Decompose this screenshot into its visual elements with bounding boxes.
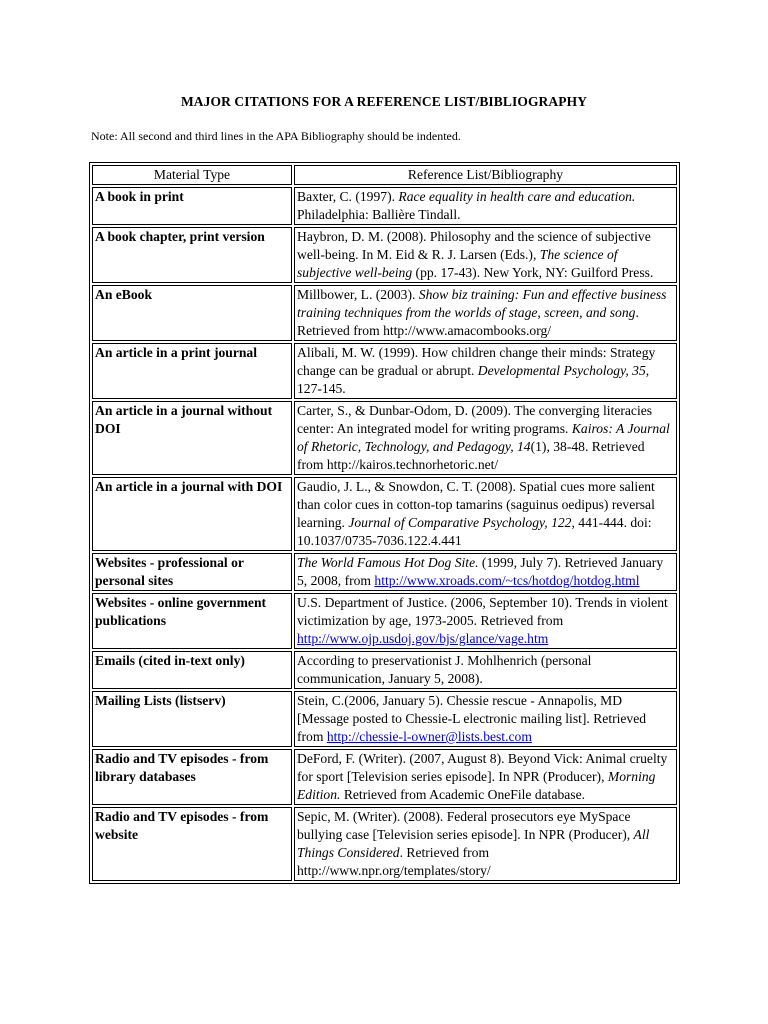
reference-text: (1), 38-48. Retrieved from http://kairos.technorhetoric.net/: [297, 439, 645, 472]
reference-italic-text: The science of subjective well-being: [297, 247, 618, 280]
header-material-type: Material Type: [92, 165, 292, 185]
reference-text: Gaudio, J. L., & Snowdon, C. T. (2008). Spatial cues more salient than color cues in cotton-top tamarins (saguinus oedipus) reversal learning.: [297, 479, 655, 530]
reference-text: , 127-145.: [297, 363, 650, 396]
table-row: [92, 227, 677, 283]
table-header-row: [92, 165, 677, 185]
table-row: [92, 285, 677, 341]
material-type-cell: An article in a journal without DOI: [92, 401, 292, 475]
reference-text: U.S. Department of Justice. (2006, September 10). Trends in violent victimization by age, 1973-2005. Retrieved from: [297, 595, 668, 628]
reference-italic-text: Kairos: A Journal of Rhetoric, Technology, and Pedagogy, 14: [297, 421, 670, 454]
reference-italic-text: Show biz training: Fun and effective business training techniques from the worlds of stage, screen, and song: [297, 287, 667, 320]
reference-text: Alibali, M. W. (1999). How children change their minds: Strategy change can be gradual or abrupt.: [297, 345, 656, 378]
reference-cell: [294, 807, 677, 881]
reference-cell: [294, 651, 677, 689]
material-type-cell: An eBook: [92, 285, 292, 341]
table-row: [92, 477, 677, 551]
table-row: [92, 651, 677, 689]
reference-text: Baxter, C. (1997).: [297, 189, 399, 204]
reference-text: , 441-444. doi: 10.1037/0735-7036.122.4.441: [297, 515, 652, 548]
table-row: [92, 401, 677, 475]
reference-cell: [294, 401, 677, 475]
header-reference-list: Reference List/Bibliography: [294, 165, 677, 185]
reference-text: Carter, S., & Dunbar-Odom, D. (2009). The converging literacies center: An integrated model for writing programs.: [297, 403, 653, 436]
reference-text: According to preservationist J. Mohlhenrich (personal communication, January 5, 2008).: [297, 653, 592, 686]
reference-italic-text: All Things Considered: [297, 827, 650, 860]
material-type-cell: An article in a journal with DOI: [92, 477, 292, 551]
reference-link[interactable]: http://chessie-l-owner@lists.best.com: [326, 729, 532, 744]
reference-text: Haybron, D. M. (2008). Philosophy and the science of subjective well-being. In M. Eid & R. J. Larsen (Eds.),: [297, 229, 651, 262]
material-type-cell: Mailing Lists (listserv): [92, 691, 292, 747]
reference-cell: [294, 749, 677, 805]
reference-text: Millbower, L. (2003).: [297, 287, 419, 302]
reference-text: (pp. 17-43). New York, NY: Guilford Press.: [412, 265, 654, 280]
page-title: MAJOR CITATIONS FOR A REFERENCE LIST/BIBLIOGRAPHY: [180, 94, 588, 109]
table-row: [92, 749, 677, 805]
reference-text: Sepic, M. (Writer). (2008). Federal prosecutors eye MySpace bullying case [Television series episode]. In NPR (Producer),: [297, 809, 634, 842]
material-type-cell: A book chapter, print version: [92, 227, 292, 283]
material-type-cell: Radio and TV episodes - from website: [92, 807, 292, 881]
table-row: [92, 187, 677, 225]
material-type-cell: Radio and TV episodes - from library databases: [92, 749, 292, 805]
material-type-cell: Emails (cited in-text only): [92, 651, 292, 689]
reference-italic-text: Developmental Psychology, 35: [477, 363, 646, 378]
reference-text: DeFord, F. (Writer). (2007, August 8). Beyond Vick: Animal cruelty for sport [Television series episode]. In NPR (Producer),: [297, 751, 668, 784]
reference-text: Stein, C.(2006, January 5). Chessie rescue - Annapolis, MD [Message posted to Chessie-L electronic mailing list]. Retrieved from: [297, 693, 647, 744]
reference-link[interactable]: http://www.xroads.com/~tcs/hotdog/hotdog.html: [374, 573, 640, 588]
table-row: [92, 691, 677, 747]
reference-italic-text: Morning Edition.: [297, 769, 656, 802]
indent-note: Note: All second and third lines in the APA Bibliography should be indented.: [91, 129, 461, 143]
table-body: [92, 187, 677, 881]
reference-text: Retrieved from Academic OneFile database.: [340, 787, 586, 802]
reference-italic-text: Race equality in health care and education.: [398, 189, 636, 204]
reference-italic-text: Journal of Comparative Psychology, 122: [348, 515, 572, 530]
reference-text: . Retrieved from http://www.npr.org/templates/story/: [297, 845, 491, 878]
reference-text: . Retrieved from http://www.amacombooks.org/: [297, 305, 639, 338]
reference-italic-text: The World Famous Hot Dog Site.: [297, 555, 479, 570]
material-type-cell: Websites - professional or personal sites: [92, 553, 292, 591]
material-type-cell: Websites - online government publications: [92, 593, 292, 649]
reference-cell: [294, 187, 677, 225]
table-row: [92, 343, 677, 399]
reference-text: Philadelphia: Ballière Tindall.: [297, 207, 461, 222]
table-row: [92, 553, 677, 591]
reference-cell: [294, 593, 677, 649]
table-row: [92, 593, 677, 649]
reference-cell: [294, 227, 677, 283]
reference-link[interactable]: http://www.ojp.usdoj.gov/bjs/glance/vage.htm: [297, 631, 549, 646]
material-type-cell: An article in a print journal: [92, 343, 292, 399]
table-row: [92, 807, 677, 881]
reference-text: (1999, July 7). Retrieved January 5, 2008, from: [297, 555, 664, 588]
reference-cell: [294, 691, 677, 747]
reference-cell: [294, 553, 677, 591]
reference-cell: [294, 285, 677, 341]
reference-cell: [294, 477, 677, 551]
reference-cell: [294, 343, 677, 399]
material-type-cell: A book in print: [92, 187, 292, 225]
citations-table: [89, 162, 680, 884]
